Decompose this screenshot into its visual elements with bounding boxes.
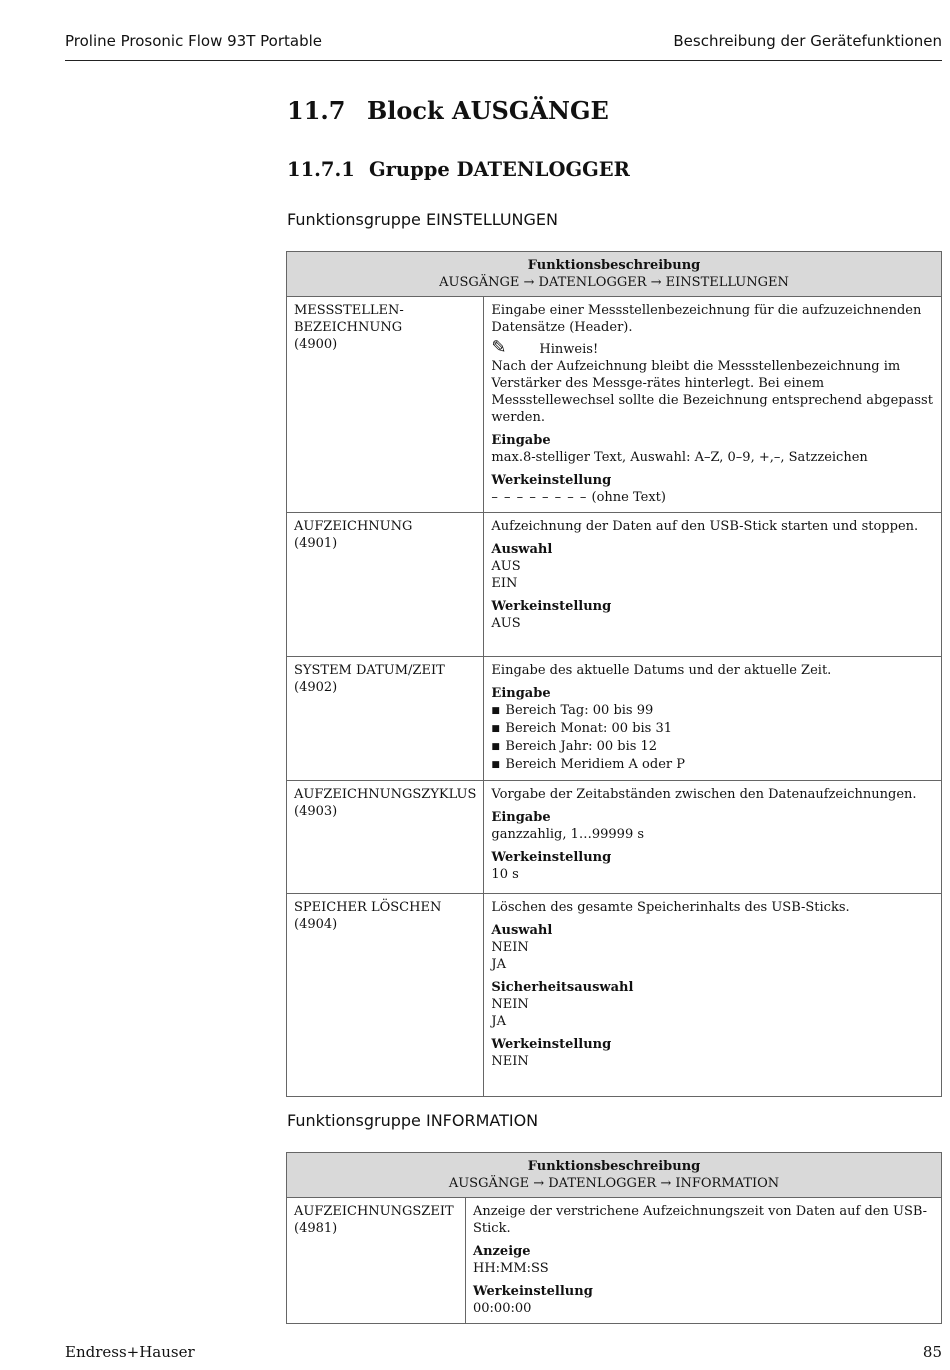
subheading: Eingabe <box>491 433 551 448</box>
subheading: Werkeinstellung <box>491 599 612 614</box>
function-intro: Löschen des gesamte Speicherinhalts des USB-Sticks. <box>491 900 850 915</box>
function-intro: Eingabe einer Messstellenbezeichnung für die aufzuzeichnenden Datensätze (Header). <box>491 303 922 335</box>
function-description-cell <box>484 781 942 894</box>
table-row <box>287 894 942 1097</box>
section-heading <box>287 96 609 125</box>
table-row <box>287 1198 942 1324</box>
subheading: Eingabe <box>491 686 551 701</box>
default-value: 10 s <box>491 867 519 882</box>
function-intro: Eingabe des aktuelle Datums und der aktuelle Zeit. <box>491 663 832 678</box>
function-intro: Anzeige der verstrichene Aufzeichnungszeit von Daten auf den USB-Stick. <box>473 1204 928 1236</box>
subsection-heading <box>287 158 630 181</box>
table-row <box>287 297 942 513</box>
subheading: Auswahl <box>491 542 553 557</box>
function-name-cell <box>287 513 484 657</box>
function-code: (4900) <box>294 337 338 352</box>
subheading: Eingabe <box>491 810 551 825</box>
function-description-cell <box>484 657 942 781</box>
function-code: (4904) <box>294 917 338 932</box>
table-header-title: Funktionsbeschreibung <box>527 258 701 273</box>
function-description-cell <box>484 894 942 1097</box>
placeholder-dashes: – – – – – – – – <box>491 490 588 505</box>
function-name-cell <box>287 657 484 781</box>
subheading: Auswahl <box>491 923 553 938</box>
default-value: NEIN <box>491 1054 529 1069</box>
option-value: EIN <box>491 576 518 591</box>
page-number: 85 <box>922 1343 942 1361</box>
value-text: max.8-stelliger Text, Auswahl: A–Z, 0–9, +,–, Satzzeichen <box>491 450 868 465</box>
table-row <box>287 781 942 894</box>
table-row <box>287 657 942 781</box>
function-name-cell <box>287 781 484 894</box>
subheading: Anzeige <box>473 1244 531 1259</box>
function-intro: Vorgabe der Zeitabständen zwischen den Datenaufzeichnungen. <box>491 787 917 802</box>
subsection-number: 11.7.1 <box>287 158 355 181</box>
function-description-cell <box>484 513 942 657</box>
function-description-cell <box>466 1198 942 1324</box>
list-item: ■ Bereich Tag: 00 bis 99 <box>491 702 934 720</box>
function-name: AUFZEICHNUNGSZEIT <box>294 1204 454 1219</box>
function-name-cell <box>287 894 484 1097</box>
function-code: (4981) <box>294 1221 338 1236</box>
section-number: 11.7 <box>287 96 346 125</box>
header-chapter: Beschreibung der Gerätefunktionen <box>673 32 942 50</box>
group-heading-einstellungen: Funktionsgruppe EINSTELLUNGEN <box>287 210 558 229</box>
table-row <box>287 513 942 657</box>
group-heading-information: Funktionsgruppe INFORMATION <box>287 1111 539 1130</box>
subheading: Werkeinstellung <box>491 1037 612 1052</box>
value-text: HH:MM:SS <box>473 1261 549 1276</box>
subheading: Sicherheitsauswahl <box>491 980 634 995</box>
list-item: ■ Bereich Jahr: 00 bis 12 <box>491 738 934 756</box>
note <box>491 337 934 358</box>
function-name: SPEICHER LÖSCHEN <box>294 900 442 915</box>
default-value: 00:00:00 <box>473 1301 532 1316</box>
list-item: ■ Bereich Monat: 00 bis 31 <box>491 720 934 738</box>
table-header-path: AUSGÄNGE → DATENLOGGER → EINSTELLUNGEN <box>439 275 789 290</box>
function-description-cell <box>484 297 942 513</box>
function-intro: Aufzeichnung der Daten auf den USB-Stick starten und stoppen. <box>491 519 919 534</box>
option-value: NEIN <box>491 940 529 955</box>
value-text: (ohne Text) <box>591 490 666 505</box>
option-value: JA <box>491 957 507 972</box>
function-name-cell <box>287 1198 466 1324</box>
page-header <box>65 32 942 61</box>
function-table-einstellungen <box>286 251 942 1097</box>
table-header-path: AUSGÄNGE → DATENLOGGER → INFORMATION <box>448 1176 780 1191</box>
note-text: Nach der Aufzeichnung bleibt die Messstellenbezeichnung im Verstärker des Messge-rätes hinterlegt. Bei einem Messstellewechsel sollte die Bezeichnung entsprechend abgepasst werden. <box>491 359 933 425</box>
value-text: ganzzahlig, 1…99999 s <box>491 827 645 842</box>
function-name: AUFZEICHNUNG <box>294 519 413 534</box>
table-header <box>287 252 942 297</box>
subheading: Werkeinstellung <box>491 473 612 488</box>
bullet-list <box>491 702 934 774</box>
function-table-information <box>286 1152 942 1324</box>
subheading: Werkeinstellung <box>491 850 612 865</box>
section-title: Block AUSGÄNGE <box>367 96 609 125</box>
footer-company: Endress+Hauser <box>65 1343 195 1361</box>
function-name-cell <box>287 297 484 513</box>
header-product: Proline Prosonic Flow 93T Portable <box>65 32 322 50</box>
function-code: (4903) <box>294 804 338 819</box>
function-code: (4902) <box>294 680 338 695</box>
function-name: MESSSTELLEN- <box>294 303 404 318</box>
option-value: NEIN <box>491 997 529 1012</box>
function-name: AUFZEICHNUNGSZYKLUS <box>294 787 477 802</box>
subsection-title: Gruppe DATENLOGGER <box>369 158 630 181</box>
subheading: Werkeinstellung <box>473 1284 593 1299</box>
table-header-title: Funktionsbeschreibung <box>527 1159 701 1174</box>
list-item: ■ Bereich Meridiem A oder P <box>491 756 934 774</box>
default-value: AUS <box>491 616 521 631</box>
table-header <box>287 1153 942 1198</box>
note-label: Hinweis! <box>539 342 599 357</box>
function-code: (4901) <box>294 536 338 551</box>
option-value: AUS <box>491 559 521 574</box>
pencil-note-icon: ✎ <box>491 337 507 358</box>
default-value <box>491 489 934 506</box>
function-name: SYSTEM DATUM/ZEIT <box>294 663 445 678</box>
option-value: JA <box>491 1014 507 1029</box>
function-name: BEZEICHNUNG <box>294 320 403 335</box>
